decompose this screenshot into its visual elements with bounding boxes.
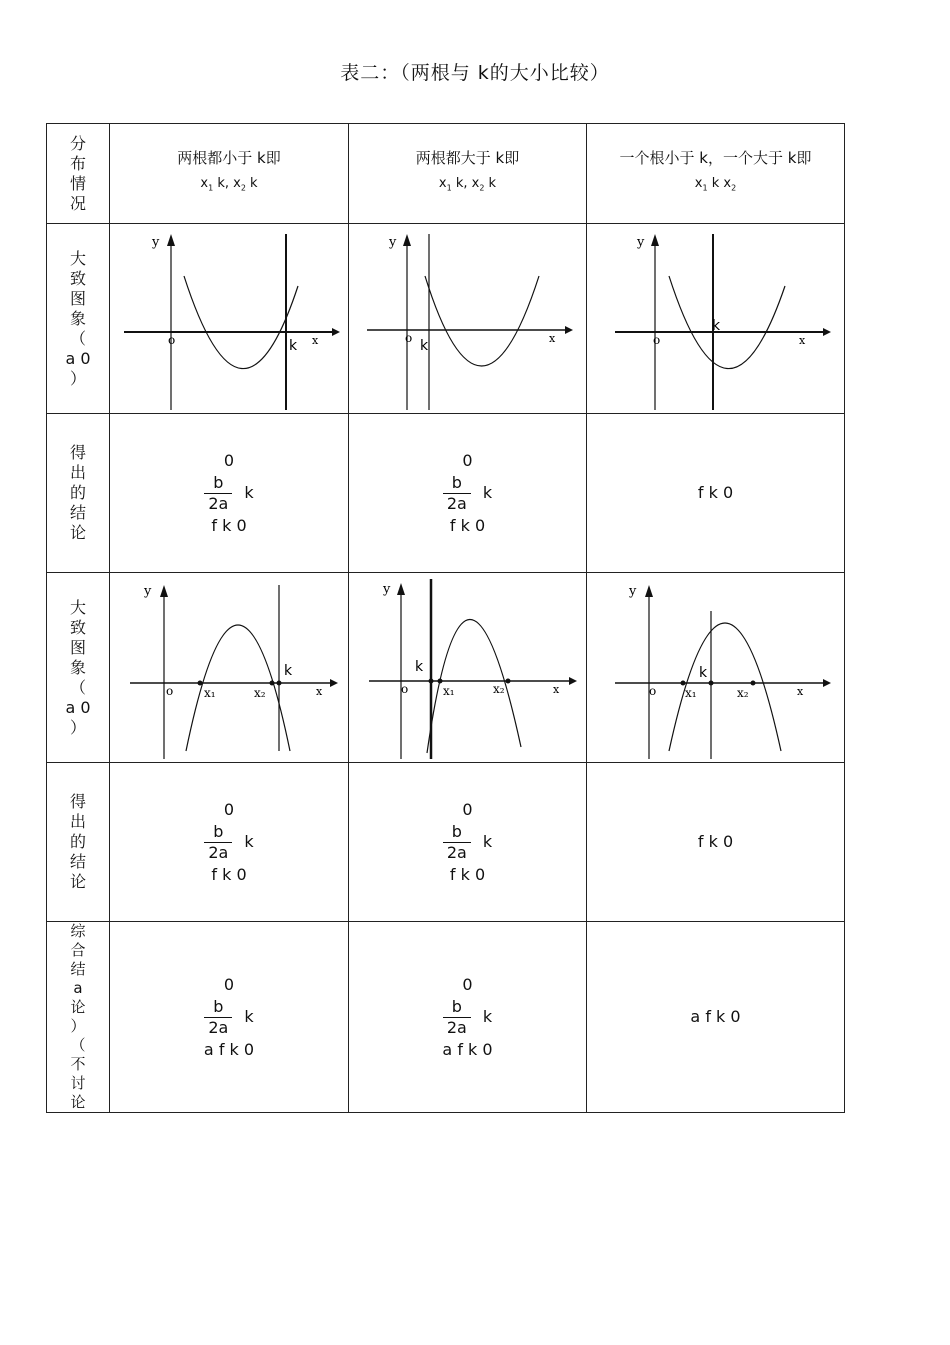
svg-text:o: o xyxy=(652,332,660,347)
conclusion-cell: 0 $\frac{b}{2a}$ k a f k 0 xyxy=(349,922,587,1113)
row-label-combined: 综 合 结 a 论 ） （ 不 讨 论 xyxy=(47,922,110,1113)
svg-text:x: x xyxy=(312,333,319,347)
graph-neg-one-each xyxy=(587,573,845,763)
graph-row-a-negative xyxy=(47,573,845,763)
row-label-graph-pos: 大 致 图 象 （ a 0 ） xyxy=(47,224,110,414)
row-label-graph-neg: 大 致 图 象 （ a 0 ） xyxy=(47,573,110,763)
svg-text:y: y xyxy=(144,583,152,599)
svg-text:o: o xyxy=(404,330,412,345)
conclusion-cell: a f k 0 xyxy=(587,922,845,1113)
graph-pos-one-each xyxy=(587,224,845,414)
combined-row xyxy=(47,922,845,1113)
graph-row-a-positive xyxy=(47,224,845,414)
row-label-conclusion: 得 出 的 结 论 xyxy=(47,414,110,573)
conclusion-cell: 0 $\frac{b}{2a}$ k f k 0 xyxy=(349,763,587,922)
svg-text:x: x xyxy=(316,684,323,698)
svg-text:x₁: x₁ xyxy=(442,683,455,698)
conclusion-cell: f k 0 xyxy=(587,763,845,922)
conclusion-cell: 0 $\frac{b}{2a}$ k f k 0 xyxy=(110,414,349,573)
graph-neg-both-greater xyxy=(349,573,587,763)
conclusion-cell: 0 $\frac{b}{2a}$ k f k 0 xyxy=(110,763,349,922)
parabola-down-graph xyxy=(114,575,344,761)
svg-text:y: y xyxy=(388,234,396,250)
parabola-up-graph xyxy=(114,226,344,412)
svg-text:y: y xyxy=(636,234,644,250)
svg-text:o: o xyxy=(648,683,656,698)
svg-text:x: x xyxy=(548,331,555,345)
svg-text:x₂: x₂ xyxy=(254,685,266,700)
parabola-up-graph xyxy=(601,226,831,412)
header-row xyxy=(47,124,845,224)
svg-text:x: x xyxy=(798,333,805,347)
parabola-up-graph xyxy=(353,226,583,412)
graph-pos-both-less xyxy=(110,224,349,414)
svg-text:k: k xyxy=(414,658,423,675)
graph-neg-both-less xyxy=(110,573,349,763)
svg-text:x₁: x₁ xyxy=(204,685,216,700)
header-both-less: 两根都小于 k即 $x_1$ k, $x_2$ k xyxy=(110,124,349,224)
svg-text:o: o xyxy=(400,681,408,696)
svg-text:k: k xyxy=(284,662,293,679)
svg-text:o: o xyxy=(166,683,174,698)
parabola-down-graph xyxy=(601,575,831,761)
comparison-table xyxy=(46,123,845,1113)
svg-text:y: y xyxy=(628,583,636,599)
svg-text:y: y xyxy=(382,581,390,597)
svg-text:k: k xyxy=(711,317,720,334)
row-label-distribution: 分 布 情 况 xyxy=(47,124,110,224)
svg-text:k: k xyxy=(698,664,707,681)
svg-text:x₂: x₂ xyxy=(736,685,749,700)
svg-text:x₂: x₂ xyxy=(492,681,505,696)
row-label-conclusion: 得 出 的 结 论 xyxy=(47,763,110,922)
svg-text:x: x xyxy=(552,682,559,696)
svg-text:k: k xyxy=(419,337,428,354)
header-both-greater: 两根都大于 k即 $x_1$ k, $x_2$ k xyxy=(349,124,587,224)
svg-text:x₁: x₁ xyxy=(684,685,697,700)
page-title: 表二：（两根与 k的大小比较） xyxy=(340,62,610,84)
conclusion-row-a-negative xyxy=(47,763,845,922)
graph-pos-both-greater xyxy=(349,224,587,414)
svg-text:y: y xyxy=(152,234,160,250)
parabola-down-graph xyxy=(353,575,583,761)
conclusion-cell: 0 $\frac{b}{2a}$ k f k 0 xyxy=(349,414,587,573)
conclusion-cell: 0 $\frac{b}{2a}$ k a f k 0 xyxy=(110,922,349,1113)
svg-text:k: k xyxy=(289,337,298,354)
svg-text:x: x xyxy=(796,684,803,698)
conclusion-row-a-positive xyxy=(47,414,845,573)
conclusion-cell: f k 0 xyxy=(587,414,845,573)
header-one-each: 一个根小于 k，一个大于 k即 $x_1$ k $x_2$ xyxy=(587,124,845,224)
svg-text:o: o xyxy=(168,332,176,347)
